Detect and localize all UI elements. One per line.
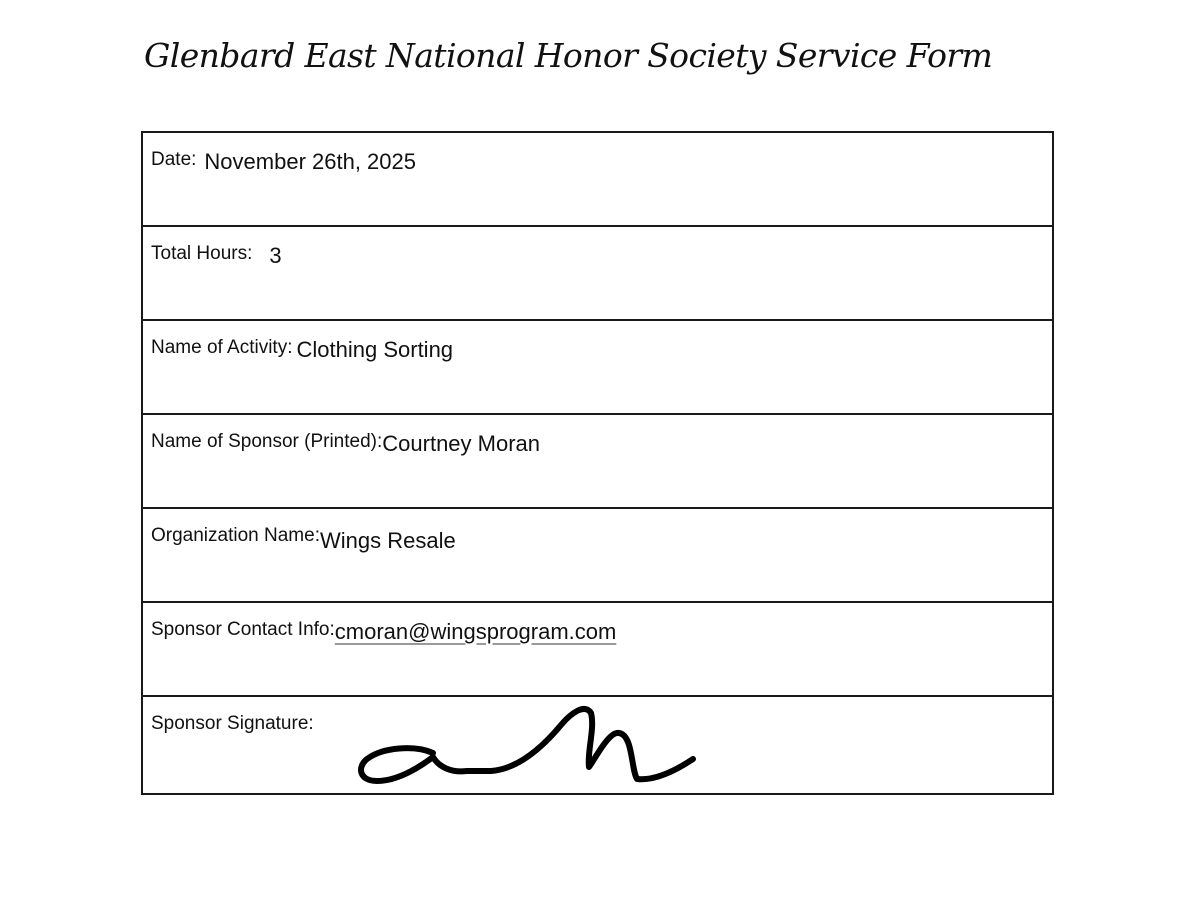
form-row-organization <box>143 509 1052 603</box>
form-row-contact <box>143 603 1052 697</box>
sponsor-name-label: Name of Sponsor (Printed): <box>151 431 383 452</box>
organization-value[interactable]: Wings Resale <box>319 528 456 553</box>
form-row-sponsor-name <box>143 415 1052 509</box>
activity-value[interactable]: Clothing Sorting <box>296 337 454 362</box>
form-row-date <box>143 133 1052 227</box>
form-row-signature <box>143 697 1052 793</box>
form-row-activity <box>143 321 1052 415</box>
sponsor-signature-image <box>355 701 695 789</box>
form-row-total-hours <box>143 227 1052 321</box>
organization-label: Organization Name: <box>151 525 320 546</box>
activity-label: Name of Activity: <box>151 337 293 358</box>
signature-stroke <box>361 709 693 781</box>
date-value[interactable]: November 26th, 2025 <box>204 149 416 174</box>
sponsor-name-value[interactable]: Courtney Moran <box>382 431 541 456</box>
total-hours-label: Total Hours: <box>151 243 253 264</box>
page-title: Glenbard East National Honor Society Service Form <box>144 36 993 75</box>
contact-email-link[interactable]: cmoran@wingsprogram.com <box>334 619 617 644</box>
signature-label: Sponsor Signature: <box>151 713 314 734</box>
date-label: Date: <box>151 149 197 170</box>
total-hours-value[interactable]: 3 <box>269 243 282 268</box>
contact-label: Sponsor Contact Info: <box>151 619 335 640</box>
service-form-table <box>141 131 1054 795</box>
